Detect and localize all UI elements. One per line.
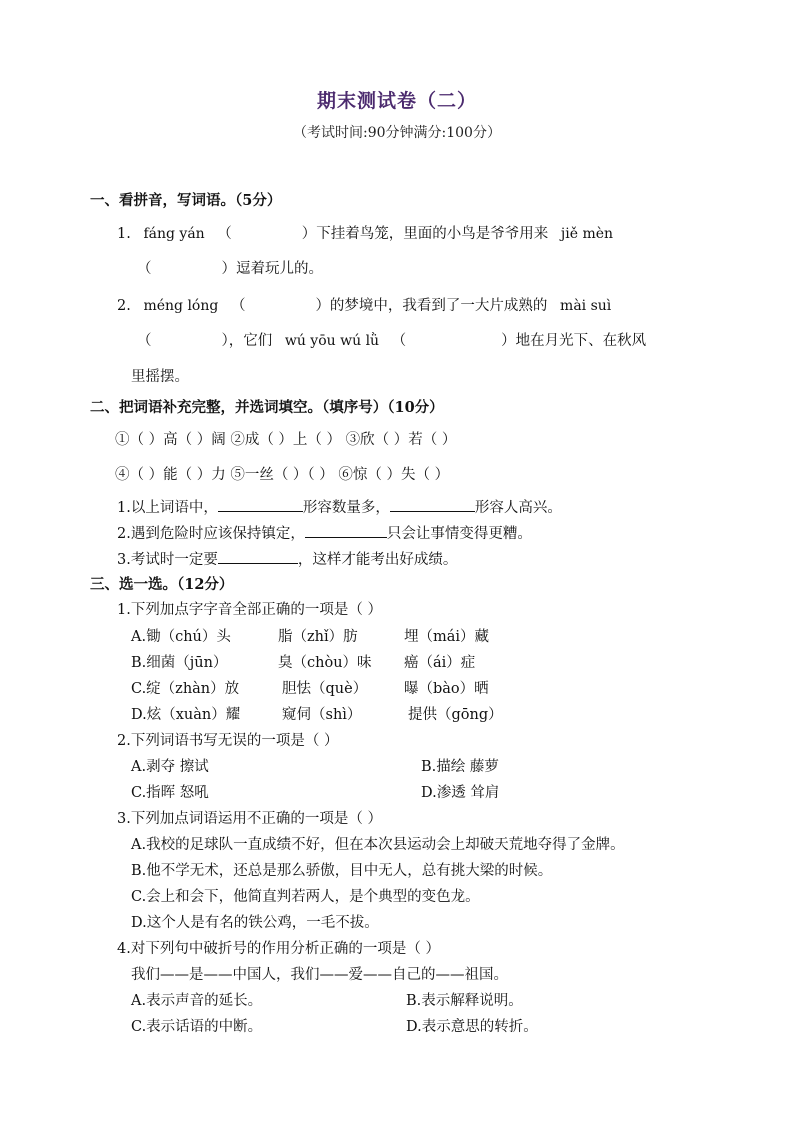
s3-q2-option-d[interactable]: D.渗透 耸肩 [421,785,500,801]
s3-q2-option-c[interactable]: C.指晖 怒吼 [131,785,209,801]
s3-q1-option-c[interactable]: C.绽（zhàn）放 [131,681,240,697]
exam-title: 期末测试卷（二） [316,90,477,112]
s2-sentence-1-part-c: 形容人高兴。 [474,500,562,516]
s3-q1-option-c-word-3: 曝（bào）晒 [404,681,489,697]
s3-q3-option-d[interactable]: D.这个人是有名的铁公鸡，一毛不拔。 [131,915,379,931]
s1-q2-line3: 里摇摆。 [131,369,189,385]
s3-q1-option-b-word-2: 臭（chòu）味 [278,655,372,671]
s1-q2-open-paren-3: （ [391,333,407,349]
s3-q1-option-d-word-3: 提供（gōng） [408,707,503,723]
s1-q1-number: 1. [117,226,131,242]
s3-q3-option-b[interactable]: B.他不学无术，还总是那么骄傲，目中无人，总有挑大梁的时候。 [131,863,553,879]
s3-q1-option-d-word-2: 窥伺（shì） [282,707,362,723]
s3-question-4: 4.对下列句中破折号的作用分析正确的一项是（ ） [117,941,440,957]
s1-q2-open-paren: （ [230,298,246,314]
s1-q2-text-3: ）地在月光下、在秋风 [501,333,647,349]
s1-q1-open-paren: （ [217,226,232,242]
s2-sentence-2-part-a: 2.遇到危险时应该保持镇定， [117,526,305,542]
s3-q2-option-a[interactable]: A.剥夺 擦试 [131,759,209,775]
s3-q1-option-c-word-2: 胆怯（què） [282,681,368,697]
s3-q2-option-b[interactable]: B.描绘 藤萝 [421,759,499,775]
s1-q1-open-paren-2: （ [137,261,152,277]
section-2-heading: 二、把词语补充完整，并选词填空。（填序号）（10分） [90,399,444,416]
s3-q1-option-a[interactable]: A.锄（chú）头 [131,629,231,645]
s2-sentence-2 [117,523,532,544]
s3-q3-option-a[interactable]: A.我校的足球队一直成绩不好，但在本次县运动会上却破天荒地夺得了金牌。 [131,837,625,853]
s3-question-1: 1.下列加点字字音全部正确的一项是（ ） [117,602,382,618]
s2-word-row-1: ①（ ）高（ ）阔 ②成（ ）上（ ） ③欣（ ）若（ ） [115,432,457,448]
s1-q2-pinyin-3: wú yōu wú lǜ [284,333,380,349]
answer-underline[interactable] [390,497,475,512]
s3-q1-option-b-word-3: 癌（ái）症 [404,655,476,671]
s2-sentence-3-part-b: ，这样才能考出好成绩。 [297,552,458,568]
s1-q2-number: 2. [117,298,131,314]
s3-question-3: 3.下列加点词语运用不正确的一项是（ ） [117,811,382,827]
s1-q2-open-paren-2: （ [137,333,152,349]
s2-sentence-3-part-a: 3.考试时一定要 [117,552,218,568]
s1-q1-line1 [117,224,621,244]
exam-subtitle: （考试时间:90分钟满分:100分） [293,125,501,141]
s1-q2-pinyin-2: mài suì [560,298,612,314]
s3-q4-option-a[interactable]: A.表示声音的延长。 [131,993,263,1009]
s2-sentence-1-part-a: 1.以上词语中， [117,500,218,516]
s1-q1-pinyin-2: jiě mèn [560,226,614,242]
s2-word-row-2: ④（ ）能（ ）力 ⑤一丝（ ）（ ） ⑥惊（ ）失（ ） [115,467,450,483]
s3-q1-option-a-word-2: 脂（zhǐ）肪 [278,629,358,645]
s1-q2-line1 [117,296,619,316]
s3-q1-option-b[interactable]: B.细菌（jūn） [131,655,228,671]
s1-q2-pinyin-1: méng lóng [143,298,219,314]
s3-q3-option-c[interactable]: C.会上和会下，他简直判若两人，是个典型的变色龙。 [131,889,480,905]
section-3-heading: 三、选一选。（12分） [90,576,234,593]
answer-underline[interactable] [218,549,298,564]
s1-q2-text-2: ），它们 [221,333,273,349]
s1-q1-text: ）下挂着鸟笼，里面的小鸟是爷爷用来 [301,226,549,242]
s1-q1-pinyin-1: fáng yán [143,226,205,242]
s2-sentence-3 [117,549,457,570]
s3-q4-option-c[interactable]: C.表示话语的中断。 [131,1019,263,1035]
s2-sentence-2-part-b: 只会让事情变得更糟。 [386,526,532,542]
s3-q1-option-d[interactable]: D.炫（xuàn）耀 [131,707,241,723]
answer-underline[interactable] [218,497,303,512]
s2-sentence-1-part-b: 形容数量多， [302,500,390,516]
s1-q1-line2 [137,259,323,279]
answer-underline[interactable] [305,523,387,538]
s3-question-2: 2.下列词语书写无误的一项是（ ） [117,733,339,749]
s3-q4-option-d[interactable]: D.表示意思的转折。 [406,1019,538,1035]
s1-q2-text: ）的梦境中，我看到了一大片成熟的 [315,298,548,314]
s3-q4-option-b[interactable]: B.表示解释说明。 [406,993,523,1009]
s2-sentence-1 [117,497,562,518]
section-1-heading: 一、看拼音，写词语。（5分） [90,192,282,209]
s1-q1-text-2: ）逗着玩儿的。 [221,261,323,277]
s3-q1-option-a-word-3: 埋（mái）藏 [404,629,490,645]
s1-q2-line2 [137,331,646,351]
s3-q4-sentence: 我们——是——中国人，我们——爱——自己的——祖国。 [131,967,508,983]
